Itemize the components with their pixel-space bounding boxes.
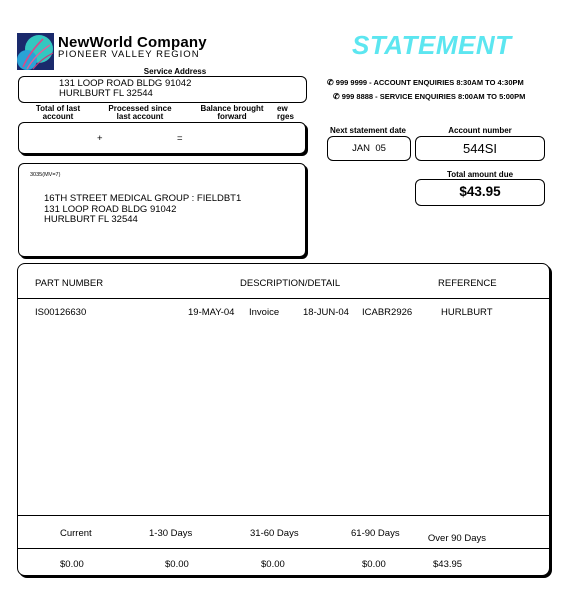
next-statement-label: Next statement date bbox=[329, 126, 407, 135]
equals-sign: = bbox=[177, 133, 183, 144]
aging-label-61-90: 61-90 Days bbox=[351, 528, 400, 539]
plus-sign: + bbox=[97, 133, 103, 144]
total-due-value: $43.95 bbox=[459, 184, 501, 199]
service-address-line2: HURLBURT FL 32544 bbox=[59, 88, 153, 99]
mailing-line2: 131 LOOP ROAD BLDG 91042 bbox=[44, 204, 177, 215]
aging-value-current: $0.00 bbox=[60, 559, 84, 570]
row-reference: HURLBURT bbox=[441, 307, 493, 318]
header-reference: REFERENCE bbox=[438, 278, 497, 289]
account-number-box bbox=[415, 136, 545, 161]
row-part-number: IS00126630 bbox=[35, 307, 87, 318]
contact-line-2 bbox=[333, 92, 525, 101]
total-due-box bbox=[415, 179, 545, 206]
statement-title: STATEMENT bbox=[352, 30, 512, 60]
aging-label-current: Current bbox=[60, 528, 92, 539]
new-charges-label: ew rges bbox=[277, 104, 294, 121]
row-due-date: 18-JUN-04 bbox=[303, 307, 349, 318]
contact-account-text: 999 9999 - ACCOUNT ENQUIRIES 8:30AM TO 4:30PM bbox=[335, 78, 524, 87]
aging-divider-bottom bbox=[18, 548, 549, 549]
mailing-line1: 16TH STREET MEDICAL GROUP : FIELDBT1 bbox=[44, 193, 242, 204]
account-number-value: 544SI bbox=[463, 141, 497, 156]
header-part-number: PART NUMBER bbox=[35, 278, 104, 289]
aging-label-over-90-clip bbox=[422, 528, 486, 546]
aging-value-1-30: $0.00 bbox=[165, 559, 189, 570]
service-address-box bbox=[18, 76, 307, 103]
contact-line-1 bbox=[327, 78, 524, 87]
account-number-label: Account number bbox=[448, 126, 512, 135]
contact-service-text: 999 8888 - SERVICE ENQUIRIES 8:00AM TO 5:00PM bbox=[341, 92, 526, 101]
processed-label: Processed since last account bbox=[108, 104, 172, 121]
aging-label-31-60: 31-60 Days bbox=[250, 528, 299, 539]
header-divider bbox=[18, 298, 549, 299]
row-date: 19-MAY-04 bbox=[188, 307, 235, 318]
row-code: ICABR2926 bbox=[362, 307, 413, 318]
aging-divider-top bbox=[18, 515, 549, 516]
mailing-address-box bbox=[18, 163, 306, 257]
service-address-label: Service Address bbox=[143, 67, 207, 76]
transactions-table bbox=[17, 263, 550, 576]
next-statement-box bbox=[327, 136, 411, 161]
phone-icon: ✆ bbox=[333, 92, 340, 101]
mailing-line3: HURLBURT FL 32544 bbox=[44, 214, 138, 225]
phone-icon: ✆ bbox=[327, 78, 334, 87]
aging-value-31-60: $0.00 bbox=[261, 559, 285, 570]
mailing-code: 3035(MV=7) bbox=[30, 172, 61, 178]
service-address-line1: 131 LOOP ROAD BLDG 91042 bbox=[59, 78, 192, 89]
aging-value-over-90: $43.95 bbox=[433, 559, 463, 570]
company-region: PIONEER VALLEY REGION bbox=[58, 49, 200, 60]
row-type: Invoice bbox=[249, 307, 280, 318]
aging-label-over-90: Over 90 Days bbox=[427, 533, 486, 544]
next-statement-value: JAN 05 bbox=[352, 143, 386, 154]
aging-label-1-30: 1-30 Days bbox=[149, 528, 193, 539]
company-logo bbox=[17, 33, 54, 70]
total-due-label: Total amount due bbox=[446, 170, 514, 179]
total-last-label: Total of last account bbox=[35, 104, 81, 121]
header-description: DESCRIPTION/DETAIL bbox=[240, 278, 341, 289]
balance-label: Balance brought forward bbox=[200, 104, 264, 121]
company-name: NewWorld Company bbox=[58, 34, 207, 51]
aging-value-61-90: $0.00 bbox=[362, 559, 386, 570]
summary-box bbox=[18, 122, 306, 154]
